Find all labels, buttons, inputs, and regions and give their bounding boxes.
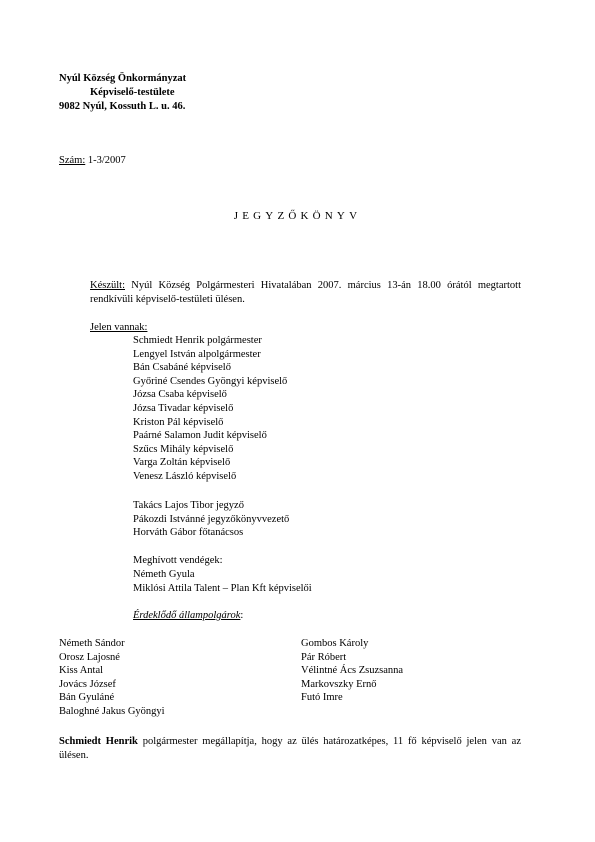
- citizens-list-right: [301, 637, 403, 705]
- list-item: Orosz Lajosné: [59, 651, 120, 663]
- list-item: Pákozdi Istvánné jegyzőkönyvvezető: [133, 513, 290, 525]
- citizens-list-left: [59, 637, 165, 719]
- document-number: [59, 154, 126, 168]
- citizens-label-text: Érdeklődő állampolgárok: [133, 610, 241, 621]
- list-item: Miklósi Attila Talent – Plan Kft képviselői: [133, 582, 312, 594]
- document-number-label: Szám:: [59, 155, 86, 166]
- list-item: Vélintné Ács Zsuzsanna: [301, 665, 404, 677]
- list-item: Jovács József: [59, 678, 116, 690]
- list-item: Kiss Antal: [59, 665, 104, 677]
- header-org-name: Nyúl Község Önkormányzat: [59, 73, 187, 84]
- list-item: Varga Zoltán képviselő: [133, 457, 231, 469]
- list-item: Markovszky Ernő: [301, 678, 377, 690]
- header-address: 9082 Nyúl, Kossuth L. u. 46.: [59, 101, 186, 112]
- list-item: Szűcs Mihály képviselő: [133, 443, 234, 455]
- list-item: Józsa Tivadar képviselő: [133, 402, 234, 414]
- list-item: Futó Imre: [301, 692, 343, 704]
- list-item: Győriné Csendes Gyöngyi képviselő: [133, 375, 288, 387]
- closing-text: polgármester megállapítja, hogy az ülés határozatképes, 11 fő képviselő jelen van az ülésen.: [59, 736, 521, 761]
- list-item: Kriston Pál képviselő: [133, 416, 224, 428]
- list-item: Németh Sándor: [59, 638, 125, 649]
- citizens-label-suffix: :: [240, 610, 244, 621]
- list-item: Józsa Csaba képviselő: [133, 389, 227, 401]
- list-item: Horváth Gábor főtanácsos: [133, 527, 244, 539]
- citizens-label: [133, 609, 243, 623]
- header-body-name: Képviselő-testülete: [90, 87, 175, 98]
- list-item: Németh Gyula: [133, 569, 195, 580]
- closing-name: Schmiedt Henrik: [59, 736, 138, 747]
- list-item: Gombos Károly: [301, 638, 369, 649]
- made-paragraph: [90, 279, 521, 306]
- list-item: Paárné Salamon Judit képviselő: [133, 430, 267, 442]
- document-number-value: 1-3/2007: [87, 155, 126, 166]
- made-text: Nyúl Község Polgármesteri Hivatalában 2007. március 13-án 18.00 órától megtartott rendkívüli képviselő-testületi ülésen.: [90, 280, 522, 305]
- guests-list: [133, 568, 312, 595]
- present-label: Jelen vannak:: [90, 322, 148, 333]
- list-item: Baloghné Jakus Gyöngyi: [59, 705, 165, 717]
- made-label: Készült:: [90, 280, 125, 291]
- list-item: Lengyel István alpolgármester: [133, 348, 261, 360]
- staff-list: [133, 499, 289, 540]
- list-item: Venesz László képviselő: [133, 470, 237, 482]
- list-item: Bán Gyuláné: [59, 692, 115, 704]
- list-item: Schmiedt Henrik polgármester: [133, 335, 262, 346]
- guests-label: Meghívott vendégek:: [133, 555, 223, 566]
- list-item: Takács Lajos Tibor jegyző: [133, 500, 244, 511]
- list-item: Bán Csabáné képviselő: [133, 362, 231, 374]
- page-title: JEGYZŐKÖNYV: [233, 210, 362, 222]
- list-item: Pár Róbert: [301, 651, 347, 663]
- closing-paragraph: [59, 735, 521, 762]
- members-list: [133, 334, 287, 484]
